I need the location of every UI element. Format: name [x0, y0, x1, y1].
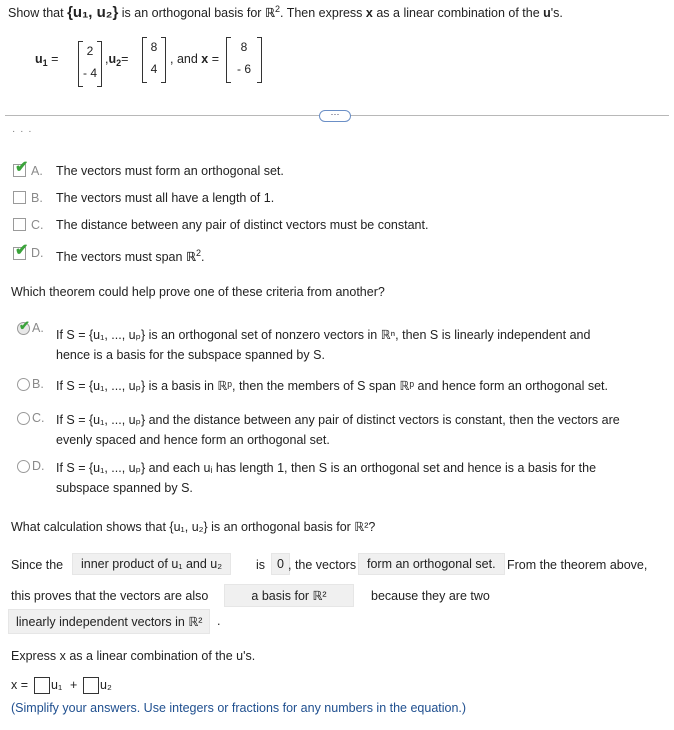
- answer-zero[interactable]: 0: [271, 553, 290, 575]
- proves-text: this proves that the vectors are also: [11, 589, 209, 603]
- u1-entry-2: - 4: [82, 66, 97, 80]
- check-icon: ✔: [15, 242, 29, 259]
- theorem-d-radio[interactable]: [17, 460, 30, 473]
- u-bold: u: [543, 6, 551, 20]
- criteria-d-text: The vectors must span ℝ$^2$.: [56, 248, 205, 264]
- u1-vector: [78, 41, 102, 85]
- because-text: because they are two: [371, 589, 490, 603]
- criteria-a-text: The vectors must form an orthogonal set.: [56, 164, 284, 178]
- space-dim: 2: [274, 4, 280, 14]
- question-intro-b: is an orthogonal basis for: [121, 6, 262, 20]
- show-more-button[interactable]: ···: [319, 110, 351, 122]
- basis-set: {u₁, u₂}: [67, 4, 119, 21]
- x-equals-label: x =: [11, 678, 29, 692]
- theorem-a-line2: hence is a basis for the subspace spanned by S.: [56, 348, 325, 362]
- u1-term: u₁: [51, 678, 63, 692]
- the-vectors-text: , the vectors: [288, 558, 357, 572]
- criteria-b-checkbox[interactable]: [13, 191, 26, 204]
- u2-entry-1: 8: [150, 40, 158, 54]
- theorem-c-letter: C.: [32, 411, 45, 425]
- calc-question: What calculation shows that {u₁, u₂} is an orthogonal basis for ℝ²?: [11, 520, 376, 534]
- simplify-note: (Simplify your answers. Use integers or fractions for any numbers in the equation.): [11, 701, 467, 715]
- u1-entry-1: 2: [86, 44, 94, 58]
- criteria-c-letter: C.: [31, 218, 44, 232]
- u2-label: $,u_2=$: [105, 52, 129, 68]
- period-text: .: [217, 614, 221, 628]
- theorem-b-line1: If S = {u₁, ..., uₚ} is a basis in ℝᵖ, then the members of S span ℝᵖ and hence form an orthogonal set.: [56, 379, 608, 393]
- theorem-c-radio[interactable]: [17, 412, 30, 425]
- criteria-b-letter: B.: [31, 191, 43, 205]
- x-entry-1: 8: [240, 40, 248, 54]
- theorem-d-line1: If S = {u₁, ..., uₚ} and each uᵢ has length 1, then S is an orthogonal set and hence is a basis for the: [56, 461, 597, 475]
- question-intro-a: Show that: [8, 6, 64, 20]
- answer-basis[interactable]: a basis for ℝ²: [224, 584, 354, 607]
- x-bold: x: [365, 6, 373, 20]
- answer-inner-product[interactable]: inner product of u₁ and u₂: [72, 553, 231, 575]
- question-intro-d: as a linear combination of the: [376, 6, 540, 20]
- question-intro-e: 's.: [550, 6, 563, 20]
- criteria-b-text: The vectors must all have a length of 1.: [56, 191, 275, 205]
- x-entry-2: - 6: [236, 62, 251, 76]
- answer-orthogonal-set[interactable]: form an orthogonal set.: [358, 553, 505, 575]
- answer-linearly-independent[interactable]: linearly independent vectors in ℝ²: [8, 609, 210, 634]
- coefficient-u1-input[interactable]: [34, 677, 50, 694]
- coefficient-u2-input[interactable]: [83, 677, 99, 694]
- criteria-c-checkbox[interactable]: [13, 218, 26, 231]
- u2-entry-2: 4: [150, 62, 158, 76]
- theorem-c-line1: If S = {u₁, ..., uₚ} and the distance between any pair of distinct vectors is constant, then the vectors are: [56, 413, 620, 427]
- theorem-d-letter: D.: [32, 459, 45, 473]
- u1-label: $u_1$ =: [35, 52, 59, 68]
- and-x-label: , and x =: [170, 52, 220, 66]
- question-text: [8, 4, 563, 21]
- theorem-b-letter: B.: [32, 377, 44, 391]
- truncated-dots: · · ·: [12, 126, 33, 137]
- check-icon: ✔: [15, 159, 29, 176]
- u2-vector: [142, 37, 166, 81]
- space-symbol: ℝ: [264, 5, 275, 20]
- theorem-b-radio[interactable]: [17, 378, 30, 391]
- x-vector: [226, 37, 262, 81]
- question-intro-c: . Then express: [279, 6, 363, 20]
- plus-sign: +: [70, 678, 78, 692]
- theorem-c-line2: evenly spaced and hence form an orthogonal set.: [56, 433, 330, 447]
- theorem-a-letter: A.: [32, 321, 44, 335]
- criteria-d-letter: D.: [31, 246, 44, 260]
- since-the-text: Since the: [11, 558, 64, 572]
- theorem-question: Which theorem could help prove one of these criteria from another?: [11, 285, 385, 299]
- express-prompt: Express x as a linear combination of the u's.: [11, 649, 256, 663]
- theorem-d-line2: subspace spanned by S.: [56, 481, 193, 495]
- from-theorem-text: From the theorem above,: [507, 558, 648, 572]
- criteria-c-text: The distance between any pair of distinct vectors must be constant.: [56, 218, 429, 232]
- criteria-a-letter: A.: [31, 164, 43, 178]
- check-icon: ✔: [19, 318, 30, 333]
- u2-term: u₂: [100, 678, 112, 692]
- is-text: is: [256, 558, 266, 572]
- theorem-a-line1: If S = {u₁, ..., uₚ} is an orthogonal set of nonzero vectors in ℝⁿ, then S is linearly independent and: [56, 328, 591, 342]
